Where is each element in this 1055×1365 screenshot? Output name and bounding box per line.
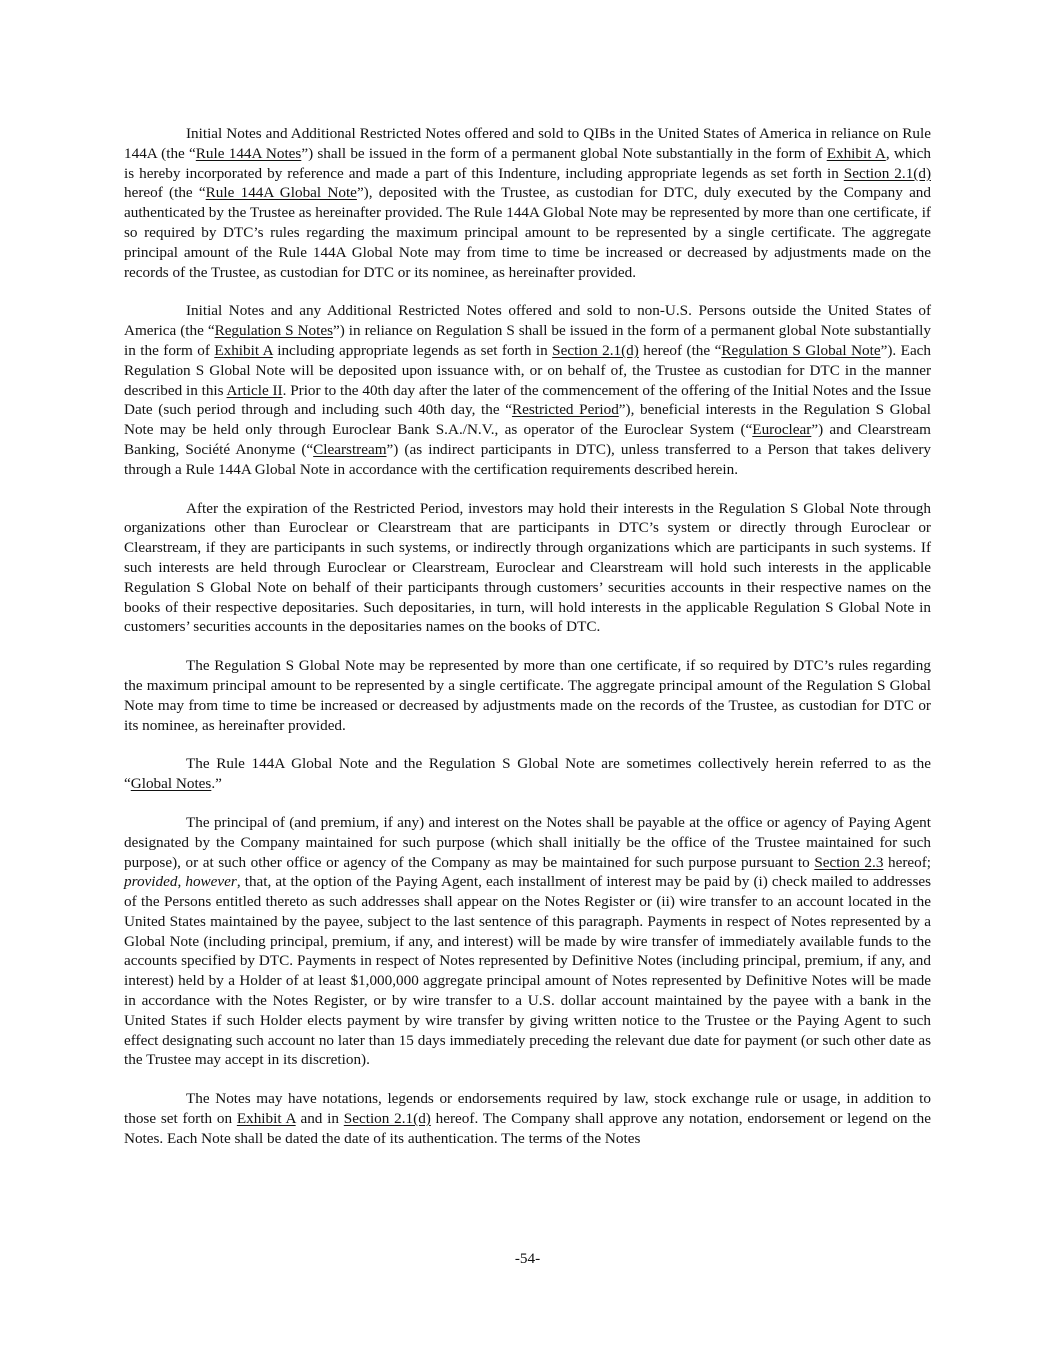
text-run: The Notes may have notations, legends or endorsements required by law, stock exchange rule or usage, in addition to those set forth on [124, 1090, 931, 1128]
text-run: , which is hereby incorporated by reference and made a part of this Indenture, including appropriate legends as set forth in [124, 144, 931, 182]
defined-term-reference: Global Notes [130, 775, 212, 793]
defined-term-reference: Clearstream [313, 440, 387, 458]
defined-term-reference: Rule 144A Global Note [205, 184, 357, 202]
text-run: Initial Notes and any Additional Restricted Notes offered and sold to non-U.S. Persons outside the United States of America (the “ [124, 302, 931, 340]
text-run: ”), deposited with the Trustee, as custodian for DTC, duly executed by the Company and authenticated by the Trustee as hereinafter provided. The Rule 144A Global Note may be represented by more than one certificate, if so required by DTC’s rules regarding the maximum principal amount to be represented by a single certificate. The aggregate principal amount of the Rule 144A Global Note may from time to time be increased or decreased by adjustments made on the records of the Trustee, as custodian for DTC or its nominee, as hereinafter provided. [124, 184, 931, 281]
text-run: ”) and Clearstream Banking, Société Anonyme (“ [124, 421, 931, 458]
defined-term-reference: Section 2.1(d) [843, 164, 931, 182]
body-paragraph [124, 124, 931, 282]
text-run: ”), beneficial interests in the Regulation S Global Note may be held only through Euroclear Bank S.A./N.V., as operator of the Euroclear System (“ [124, 401, 931, 439]
text-run: .” [211, 775, 222, 793]
text-run: hereof. The Company shall approve any notation, endorsement or legend on the Notes. Each Note shall be dated the date of its authentication. The terms of the Notes [124, 1110, 931, 1147]
defined-term-reference: Section 2.1(d) [343, 1110, 431, 1128]
text-run: Initial Notes and Additional Restricted Notes offered and sold to QIBs in the United States of America in reliance on Rule 144A (the “ [124, 125, 931, 162]
text-run: . Prior to the 40th day after the later of the commencement of the offering of the Initial Notes and the Issue Date (such period through and including such 40th day, the “ [124, 381, 932, 419]
defined-term-reference: Restricted Period [511, 401, 619, 419]
document-body [124, 124, 931, 1168]
text-run: hereof; [883, 853, 931, 871]
text-run: , that, at the option of the Paying Agent, each installment of interest may be paid by (i) check mailed to addresses of the Persons entitled thereto as such addresses shall appear on the Notes Register or (ii) wire transfer to an account located in the United States maintained by the payee, subject to the last sentence of this paragraph. Payments in respect of Notes represented by a Global Note (including principal, premium, if any, and interest) will be made by wire transfer of immediately available funds to the accounts specified by DTC. Payments in respect of Notes represented by Definitive Notes (including principal, premium, if any, and interest) held by a Holder of at least $1,000,000 aggregate principal amount of Notes represented by Definitive Notes will be made in accordance with the Notes Register, or by wire transfer to a U.S. dollar account maintained by the payee with a bank in the United States if such Holder elects payment by wire transfer by giving written notice to the Trustee or the Paying Agent to such effect designating such account no later than 15 days immediately preceding the relevant due date for payment (or such other date as the Trustee may accept in its discretion). [124, 873, 932, 1069]
text-run: After the expiration of the Restricted Period, investors may hold their interests in the Regulation S Global Note through organizations other than Euroclear or Clearstream that are participants in DTC’s system or directly through Euroclear or Clearstream, if they are participants in such systems, or indirectly through organizations which are participants in such systems. If such interests are held through Euroclear or Clearstream, Euroclear and Clearstream will hold such interests in the applicable Regulation S Global Note on behalf of their participants through customers’ securities accounts in their respective names on the books of their respective depositaries. Such depositaries, in turn, will hold interests in the applicable Regulation S Global Note in customers’ securities accounts in the depositaries names on the books of DTC. [124, 499, 931, 636]
body-paragraph [124, 813, 931, 1070]
defined-term-reference: Euroclear [752, 421, 812, 439]
defined-term-reference: Rule 144A Notes [195, 144, 302, 162]
body-paragraph [124, 499, 931, 638]
defined-term-reference: Section 2.1(d) [552, 341, 639, 359]
text-run: hereof (the “ [638, 341, 722, 359]
defined-term-reference: Exhibit A [826, 144, 886, 162]
defined-term-reference: Exhibit A [236, 1110, 296, 1128]
italic-term: provided [124, 873, 178, 891]
defined-term-reference: Exhibit A [214, 341, 273, 359]
body-paragraph [124, 656, 931, 735]
italic-term: however [185, 873, 237, 891]
defined-term-reference: Section 2.3 [814, 853, 884, 871]
text-run: hereof (the “ [124, 184, 206, 202]
text-run: The principal of (and premium, if any) and interest on the Notes shall be payable at the office or agency of Paying Agent designated by the Company maintained for such purpose (which shall initially be the office of the Trustee maintained for such purpose), or at such other office or agency of the Company as may be maintained for such purpose pursuant to [124, 813, 931, 871]
text-run: The Regulation S Global Note may be represented by more than one certificate, if so required by DTC’s rules regarding the maximum principal amount to be represented by a single certificate. The aggregate principal amount of the Regulation S Global Note may from time to time be increased or decreased by adjustments made on the records of the Trustee, as custodian for DTC or its nominee, as hereinafter provided. [124, 657, 931, 734]
text-run: ”). Each Regulation S Global Note will be deposited upon issuance with, or on behalf of, the Trustee as custodian for DTC in the manner described in this [124, 341, 932, 399]
body-paragraph [124, 754, 931, 794]
page-number: -54- [514, 1250, 541, 1267]
text-run: ”) shall be issued in the form of a permanent global Note substantially in the form of [301, 144, 827, 162]
text-run: ”) in reliance on Regulation S shall be issued in the form of a permanent global Note substantially in the form of [124, 322, 931, 359]
defined-term-reference: Article II [226, 381, 283, 399]
text-run: , [177, 873, 186, 891]
text-run: The Rule 144A Global Note and the Regulation S Global Note are sometimes collectively herein referred to as the “ [124, 755, 931, 793]
body-paragraph [124, 301, 931, 479]
text-run: ”) (as indirect participants in DTC), unless transferred to a Person that takes delivery through a Rule 144A Global Note in accordance with the certification requirements described herein. [124, 440, 931, 478]
defined-term-reference: Regulation S Global Note [721, 341, 881, 359]
text-run: and in [295, 1110, 344, 1128]
body-paragraph [124, 1089, 931, 1148]
text-run: including appropriate legends as set forth in [272, 341, 553, 359]
defined-term-reference: Regulation S Notes [214, 322, 334, 340]
